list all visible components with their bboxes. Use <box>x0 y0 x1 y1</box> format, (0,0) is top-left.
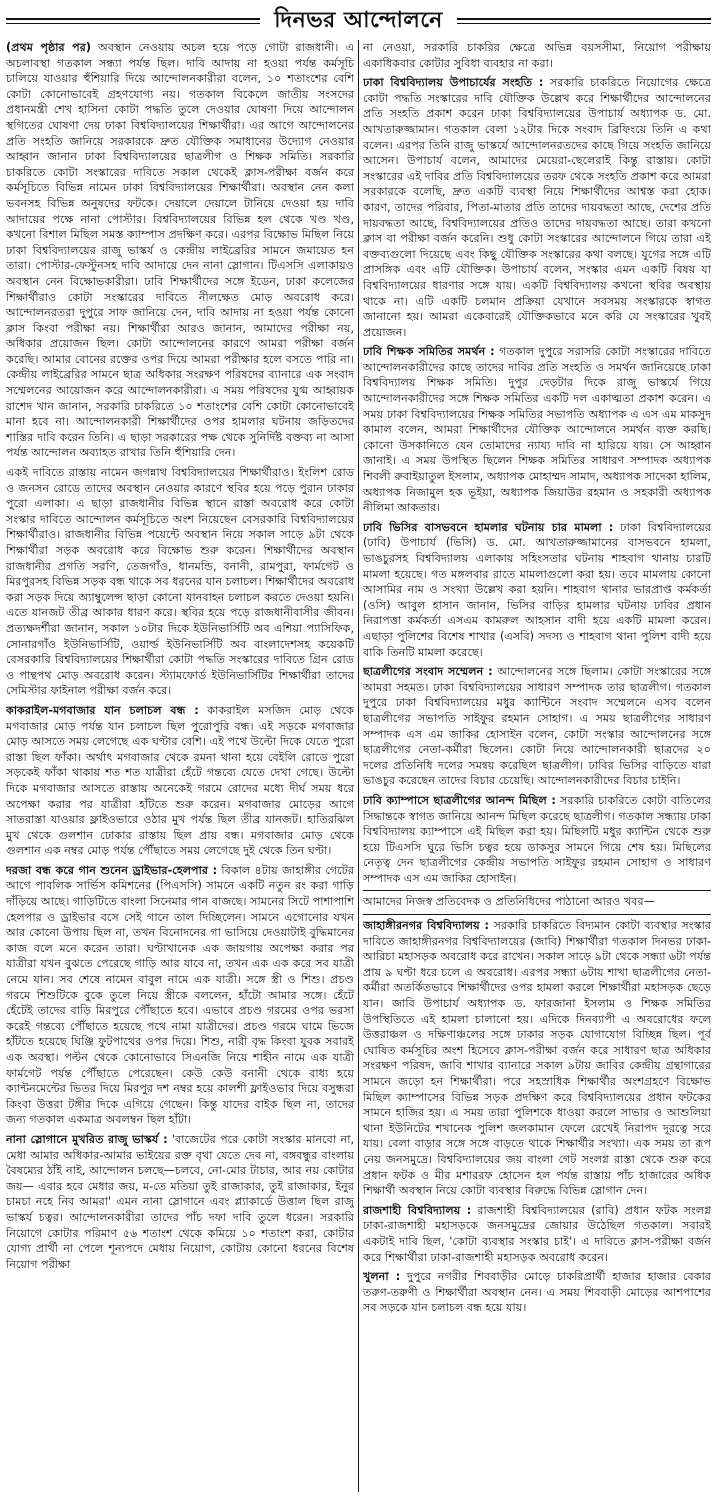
paragraph-subheading: দরজা বন্ধ করে গান শুনেন ড্রাইভার-হেলপার : <box>6 863 218 877</box>
paragraph-text: আমাদের নিজস্ব প্রতিবেদক ও প্রতিনিধিদের পাঠানো আরও খবর— <box>363 895 655 909</box>
section-header <box>6 6 711 36</box>
paragraph-text: না নেওয়া, সরকারি চাকরির ক্ষেত্রে অভিন্ন বয়সসীমা, নিয়োগ পরীক্ষায় একাধিকবার কোটার সুবিধা ব্যবহার না করা। <box>363 41 711 70</box>
article-paragraph <box>6 863 354 1128</box>
section-rule <box>363 914 711 915</box>
article-paragraph <box>363 1203 711 1265</box>
paragraph-text: অবস্থান নেওয়ায় অচল হয়ে পড়ে গোটা রাজধানী। এ অচলাবস্থা গতকাল সন্ধ্যা পর্যন্ত ছিল। দাবি আদায় না হওয়া পর্যন্ত কর্মসূচি চালিয়ে যাওয়ার হুঁশিয়ারি দিয়ে আন্দোলনকারীরা বলেন, ১০ শতাংশের বেশি কোটা কোনোভাবেই গ্রহণযোগ্য নয়। গতকাল বিকেলে জাতীয় সংসদের প্রধানমন্ত্রী শেখ হাসিনা কোটা পদ্ধতি তুলে দেওয়ার ঘোষণা দিয়ে আন্দোলন স্থগিতের ঘোষণা দেয় ঢাকা বিশ্ববিদ্যালয়ের শিক্ষার্থীরা। এর আগে আন্দোলনের প্রতি সংহতি জানিয়ে সরকারকে দ্রুত যৌক্তিক সমাধানের উদ্যোগ নেওয়ার আহ্বান জানান ঢাকা বিশ্ববিদ্যালয়ের ছাত্রলীগ ও শিক্ষক সমিতি। সরকারি চাকরিতে কোটা সংস্কারের দাবিতে সকাল থেকেই ক্লাস-পরীক্ষা বর্জন করে কর্মসূচিতে বিভিন্ন নামেন ঢাকা বিশ্ববিদ্যালয়ের শিক্ষার্থীরা। অবস্থান নেন কলা ভবনসহ বিভিন্ন অনুষদের ফটকে। দেয়ালে দেয়ালে টানিয়ে দেওয়া হয় দাবি আদায়ের পক্ষে নানা পোস্টার। বিশ্ববিদ্যালয়ের বিভিন্ন হল থেকে খণ্ড খণ্ড, কখনো বিশাল মিছিল সমস্ত ক্যাম্পাস প্রদক্ষিণ করে। এরপর বিক্ষোভ মিছিল নিয়ে ঢাকা বিশ্ববিদ্যালয়ের রাজু ভাস্কর্য ও কেন্দ্রীয় লাইব্রেরির সামনে জমায়েত হন তারা। পোস্টার-ফেস্টুনসহ দাবি আদায়ে দেন নানা স্লোগান। টিএসসি এলাকায়ও অবস্থান নেন বিক্ষোভকারীরা। ঢাবি শিক্ষার্থীদের সঙ্গে ইডেন, ঢাকা কলেজের শিক্ষার্থীরাও কোটা সংস্কারের দাবিতে নীলক্ষেত মোড় অবরোধ করে। আন্দোলনরতরা দুপুরে সাফ জানিয়ে দেন, দাবি আদায় না হওয়া পর্যন্ত কোনো ক্লাস কিংবা পরীক্ষা নয়। শিক্ষার্থীরা আরও জানান, আমাদের পরীক্ষা নয়, অধিকার প্রয়োজন ছিল। কোটা আন্দোলনের কারণে আমরা পরীক্ষা বর্জন করেছি। আমার বোনের রক্তের ওপর দিয়ে আমরা পরীক্ষার হলে বসতে পারি না। কেন্দ্রীয় লাইব্রেরির সামনে ছাত্র অধিকার সংরক্ষণ পরিষদের ব্যানারে এক সংবাদ সম্মেলনের আয়োজন করে আন্দোলনকারীরা। এ সময় পরিষদের যুগ্ম আহ্বায়ক রাশেদ খান জানান, সরকারি চাকরিতে ১০ শতাংশের বেশি কোটা কোনোভাবেই মানা হবে না। আন্দোলনকারী শিক্ষার্থীদের ওপর হামলার ঘটনায় জড়িতদের শাস্তির দাবি করেন তিনি। এ ছাড়া সরকারের পক্ষ থেকে সুনির্দিষ্ট বক্তব্য না আসা পর্যন্ত আন্দোলন অব্যাহত রাখার তিনি হুঁশিয়ারি দেন। <box>6 41 354 460</box>
paragraph-text: দুপুরে নগরীর শিববাড়ীর মোড়ে চাকরিপ্রার্থী হাজার হাজার বেকার তরুণ-তরুণী ও শিক্ষার্থীরা অবস্থান নেন। এ সময় শিববাড়ী মোড়ের আশপাশের সব সড়কে যান চলাচল বন্ধ হয়ে যায়। <box>363 1270 711 1315</box>
column-divider <box>358 40 359 1492</box>
paragraph-text: একই দাবিতে রাস্তায় নামেন জগন্নাথ বিশ্ববিদ্যালয়ের শিক্ষার্থীরাও। ইংলিশ রোড ও জনসন রোডে তাদের অবস্থান নেওয়ার কারণে স্থবির হয়ে পড়ে পুরান ঢাকার পুরো এলাকা। এ ছাড়া রাজধানীর বিভিন্ন স্থানে রাস্তা অবরোধ করে কোটা সংস্কার দাবিতে আন্দোলন কর্মসূচিতে অংশ নিয়েছেন বেসরকারি বিশ্ববিদ্যালয়ের শিক্ষার্থীরাও। রাজধানীর বিভিন্ন পয়েন্টে অবস্থান নিয়ে সকাল সাড়ে ৯টা থেকে শিক্ষার্থীরা সড়ক অবরোধ করে বিক্ষোভ শুরু করেন। শিক্ষার্থীদের অবস্থান রাজধানীর প্রগতি সরণি, তেজগাঁও, ধানমন্ডি, বনানী, রামপুরা, ফার্মগেট ও মিরপুরসহ বিভিন্ন সড়ক বন্ধ থাকে সব ধরনের যান চলাচল। শিক্ষার্থীদের অবরোধ করা সড়ক দিয়ে অ্যাম্বুলেন্স ছাড়া কোনো যানবাহন চলাচল করতে দেওয়া হয়নি। এতে যানজট তীব্র আকার ধারণ করে। স্থবির হয়ে পড়ে রাজধানীবাসীর জীবন। প্রত্যক্ষদর্শীরা জানান, সকাল ১০টার দিকে ইউনিভার্সিটি অব এশিয়া প্যাসিফিক, সোনারগাঁও ইউনিভার্সিটি, ওয়ার্ল্ড ইউনিভার্সিটি অব বাংলাদেশসহ কয়েকটি বেসরকারি বিশ্ববিদ্যালয়ের শিক্ষার্থীরা কোটা পদ্ধতি সংস্কারের দাবিতে গ্রিন রোড ও পান্থপথ মোড় অবরোধ করেন। স্ট্যামফোর্ড ইউনিভার্সিটির শিক্ষার্থীরা তাদের সেমিস্টার ফাইনাল পরীক্ষা বর্জন করে। <box>6 466 354 698</box>
paragraph-text: বিকাল ৪টায় জাহাঙ্গীর গেটের আগে পাবলিক সার্ভিস কমিশনের (পিএসসি) সামনে একটি নতুন রং করা গাড়ি দাঁড়িয়ে আছে। গাড়িটিতে বাংলা সিনেমার গান বাজছে। সামনের সিটে পাশাপাশি হেলপার ও ড্রাইভার বসে সেই গানে তাল দিচ্ছিলেন। সামনে এগোনোর যখন আর কোনো উপায় ছিল না, তখন বিনোদনের গা ভাসিয়ে দেওয়াটাই বুদ্ধিমানের কাজ বলে মনে করেন তারা। ঘণ্টাখানেক এক জায়গায় অপেক্ষা করার পর যাত্রীরা যখন বুঝতে পেরেছে গাড়ি আর যাবে না, তখন এক এক করে সব যাত্রী নেমে যান। সব শেষে নামেন বাবুল নামে এক যাত্রী। সঙ্গে স্ত্রী ও শিশু। প্রচণ্ড গরমে শিশুটিকে বুকে তুলে নিয়ে স্ত্রীকে বললেন, হাঁটো আমার সঙ্গে। হেঁটে হেঁটেই তাদের বাড়ি মিরপুরে পৌঁছাতে হবে। এভাবে প্রচণ্ড গরমের ওপর ভরসা করেই গন্তব্যে পৌঁছাতে হয়েছে পথে নামা যাত্রীদের। প্রচণ্ড গরমে ঘামে ভিজে হাঁটতে হয়েছে ঘিঞ্জি ফুটপাথের ওপর দিয়ে। শিশু, নারী বৃদ্ধ কিংবা যুবক সবারই এক অবস্থা। পল্টন থেকে কোনোভাবে সিএনজি নিয়ে শাহীন নামে এক যাত্রী ফার্মগেট পর্যন্ত পৌঁছাতে পেরেছেন। কেউ কেউ বনানী থেকে বাধ্য হয়ে ক্যান্টনমেন্টের ভিতর দিয়ে মিরপুর দশ নম্বর হয়ে কালশী ফ্লাইওভার দিয়ে বসুন্ধরা কিংবা উত্তরা টঙ্গীর দিকে এগিয়ে গেছেন। কিন্তু যাদের বাইক ছিল না, তাদের জন্য গতকাল একমাত্র অবলম্বন ছিল হাঁটা। <box>6 863 354 1127</box>
article-paragraph <box>6 703 354 859</box>
article-paragraph <box>6 40 354 461</box>
paragraph-text: ঢাকা বিশ্ববিদ্যালয়ের (ঢাবি) উপাচার্য (ভিসি) ড. মো. আখতারুজ্জামানের বাসভবনে হামলা, ভাঙচুরসহ বিশ্ববিদ্যালয় এলাকায় সহিংসতার ঘটনায় শাহবাগ থানায় চারটি মামলা হয়েছে। গত মঙ্গলবার রাতে মামলাগুলো করা হয়। তবে মামলায় কোনো আসামির নাম ও সংখ্যা উল্লেখ করা হয়নি। শাহবাগ থানার ভারপ্রাপ্ত কর্মকর্তা (ওসি) আবুল হাসান জানান, ভিসির বাড়ির হামলার ঘটনায় ঢাবির প্রধান নিরাপত্তা কর্মকর্তা এসএম কামরুল আহসান বাদী হয়ে একটি মামলা করেন। এছাড়া পুলিশের বিশেষ শাখার (এসবি) সদস্য ও শাহবাগ থানা পুলিশ বাদী হয়ে বাকি তিনটি মামলা করেছে। <box>363 520 711 659</box>
paragraph-subheading: ঢাকা বিশ্ববিদ্যালয় উপাচার্যের সংহতি : <box>363 76 544 90</box>
paragraph-subheading: (প্রথম পৃষ্ঠার পর) <box>6 41 91 54</box>
paragraph-text: সরকারি চাকরিতে কোটা বাতিলের সিদ্ধান্তকে স্বাগত জানিয়ে আনন্দ মিছিল করেছে ছাত্রলীগ। গতকাল সন্ধ্যায় ঢাকা বিশ্ববিদ্যালয় ক্যাম্পাসে এই মিছিল করা হয়। মিছিলটি মধুর ক্যান্টিন থেকে শুরু হয়ে টিএসসি ঘুরে ভিসি চত্বর হয়ে ডাকসুর সামনে গিয়ে শেষ হয়। মিছিলের নেতৃত্ব দেন ছাত্রলীগের কেন্দ্রীয় সভাপতি সাইফুর রহমান সোহাগ ও সাধারণ সম্পাদক এস এম জাকির হোসাইন। <box>363 793 711 885</box>
paragraph-text: সরকারি চাকরিতে নিয়োগের ক্ষেত্রে কোটা পদ্ধতি সংস্কারের দাবি যৌক্তিক উল্লেখ করে শিক্ষার্থীদের আন্দোলনের প্রতি সংহতি প্রকাশ করেন ঢাকা বিশ্ববিদ্যালয়ের উপাচার্য অধ্যাপক ড. মো. আখতারুজ্জামান। গতকাল বেলা ১২টার দিকে সংবাদ ব্রিফিংয়ে তিনি এ কথা বলেন। এরপর তিনি রাজু ভাস্কর্যে আন্দোলনরতদের কাছে গিয়ে সংহতি জানিয়ে আসেন। উপাচার্য বলেন, আমাদের মেয়েরা-ছেলেরাই কিন্তু রাস্তায়। কোটা সংস্কারের এই দাবির প্রতি বিশ্ববিদ্যালয়ের তরফ থেকে সংহতি প্রকাশ করে আমরা সরকারকে বলেছি, দ্রুত একটি ব্যবস্থা নিয়ে শিক্ষার্থীদের আশ্বস্ত করা হোক। কারণ, তাদের পরিবার, পিতা-মাতার প্রতি তাদের দায়বদ্ধতা আছে, দেশের প্রতি দায়বদ্ধতা আছে, বিশ্ববিদ্যালয়ের প্রতিও তাদের দায়বদ্ধতা আছে। তারা কখনো ক্লাস বা পরীক্ষা বর্জন করেনি। শুধু কোটা সংস্কারের আন্দোলনে গিয়ে তারা এই বক্তব্যগুলো দিয়েছে এবং কিছু যৌক্তিক সংস্কারের কথা বলছে। যুগের সঙ্গে এটি প্রাসঙ্গিক এবং এটি যৌক্তিক। উপাচার্য বলেন, সংস্কার এমন একটি বিষয় যা বিশ্ববিদ্যালয়ের ধারণার সঙ্গে যায়। একটি বিশ্ববিদ্যালয় কখনো স্থবির অবস্থায় থাকে না। এটি একটি চলমান প্রক্রিয়া যেখানে সবসময় সংস্কারকে স্বাগত জানানো হয়। আমরা একেবারেই যৌক্তিকভাবে মনে করি যে সংস্কারের খুবই প্রয়োজন। <box>363 76 711 339</box>
article-paragraph <box>363 918 711 1199</box>
section-rule <box>363 890 711 891</box>
header-rule-right <box>457 18 711 24</box>
paragraph-subheading: ঢাবি ক্যাম্পাসে ছাত্রলীগের আনন্দ মিছিল : <box>363 793 556 807</box>
paragraph-subheading: নানা স্লোগানে মুখরিত রাজু ভাস্কর্য : <box>6 1132 168 1146</box>
paragraph-subheading: খুলনা : <box>363 1270 401 1284</box>
paragraph-subheading: কাকরাইল-মগবাজার যান চলাচল বন্ধ : <box>6 703 199 717</box>
article-paragraph <box>363 40 711 71</box>
article-paragraph <box>363 75 711 340</box>
article-paragraph <box>6 465 354 699</box>
header-rule-left <box>6 18 260 24</box>
article-paragraph <box>363 793 711 887</box>
right-column <box>363 40 711 1492</box>
article-paragraph <box>363 344 711 516</box>
article-columns <box>6 40 711 1492</box>
article-paragraph <box>363 1269 711 1316</box>
paragraph-text: কাকরাইল মসজিদ মোড় থেকে মগবাজার মোড় পর্যন্ত যান চলাচল ছিল পুরোপুরি বন্ধ। এই সড়কে মগবাজার মোড় আসতে সময় লেগেছে এক ঘণ্টার বেশি। এই পথে উল্টো দিকে যেতে পুরো রাস্তা ছিল ফাঁকা। অর্থাৎ মগবাজার থেকে রমনা থানা হয়ে বেইলি রোডে পুরো সড়কেই ফাঁকা থাকায় শত শত যাত্রীরা হেঁটে গন্তব্যে যেতে দেখা গেছে। উল্টো দিকে মগবাজার আসতে রাস্তায় অনেকেই গরমে রোদের মধ্যে দীর্ঘ সময় ধরে অপেক্ষা করার পর যাত্রীরা হাঁটতে শুরু করেন। মগবাজার মোড়ের আগে সাতরাস্তা যাওয়ার ফ্লাইওভারে ওঠার মুখ পর্যন্ত ছিল তীব্র যানজট। হাতিরঝিল মুখ থেকে গুলশান ঢোকার রাস্তায় ছিল প্রায় বন্ধ। মগবাজার মোড় থেকে গুলশান এক নম্বর মোড় পর্যন্ত পৌঁছাতে সময় লেগেছে দুই থেকে তিন ঘণ্টা। <box>6 703 354 858</box>
paragraph-text: 'বাজেটের পরে কোটা সংস্কার মানবো না, মেধা আমার অধিকার-আমার ভাইয়ের রক্ত বৃথা যেতে দেব না, বঙ্গবন্ধুর বাংলায় বৈষম্যের ঠাঁই নাই, আন্দোলন চলছে—চলবে, নো-মোর টাচার, আর নয় কোটার জয়— এবার হবে মেধার জয়, ম-তে মতিয়া তুই রাজাকার, তুই রাজাকার, ইনুর চামচা নহে নিব আমরা' এমন নানা স্লোগানে এবং প্ল্যাকার্ডে উত্তাল ছিল রাজু ভাস্কর্য চত্বর। আন্দোলনকারীরা তাদের পাঁচ দফা দাবি তুলে ধরেন। সরকারি নিয়োগে কোটার পরিমাণ ৫৬ শতাংশ থেকে কমিয়ে ১০ শতাংশ করা, কোটার যোগ্য প্রার্থী না পেলে শূন্যপদে মেধায় নিয়োগ, কোটায় কোনো ধরনের বিশেষ নিয়োগ পরীক্ষা <box>6 1132 354 1271</box>
paragraph-text: গতকাল দুপুরে সরাসরি কোটা সংস্কারের দাবিতে আন্দোলনকারীদের কাছে তাদের দাবির প্রতি সংহতি ও সমর্থন জানিয়েছে ঢাকা বিশ্ববিদ্যালয় শিক্ষক সমিতি। দুপুর দেড়টার দিকে রাজু ভাস্কর্যে গিয়ে আন্দোলনকারীদের সঙ্গে শিক্ষক সমিতির একটি দল একাত্মতা প্রকাশ করেন। এ সময় ঢাকা বিশ্ববিদ্যালয়ের শিক্ষক সমিতির সভাপতি অধ্যাপক এ এস এম মাকসুদ কামাল বলেন, আমরা শিক্ষার্থীদের যৌক্তিক আন্দোলনে সমর্থন ব্যক্ত করছি। কোনো উসকানিতে যেন তোমাদের ন্যায্য দাবি না হারিয়ে যায়। সে আহ্বান জানাই। এ সময় উপস্থিত ছিলেন শিক্ষক সমিতির সাধারণ সম্পাদক অধ্যাপক শিবলী রুবাইয়াতুল ইসলাম, অধ্যাপক মোহাম্মদ সামাদ, অধ্যাপক সাদেকা হালিম, অধ্যাপক নিজামুল হক ভূইয়া, অধ্যাপক জিয়াউর রহমান ও সহকারী অধ্যাপক নীলিমা আকতার। <box>363 345 711 515</box>
article-paragraph <box>6 1132 354 1272</box>
paragraph-text: সরকারি চাকরিতে বিদ্যমান কোটা ব্যবস্থার সংস্কার দাবিতে জাহাঙ্গীরনগর বিশ্ববিদ্যালয়ের (জাবি) শিক্ষার্থীরা গতকাল দিনভর ঢাকা-আরিচা মহাসড়ক অবরোধ করে রাখেন। সকাল সাড়ে ৯টা থেকে সন্ধ্যা ৬টা পর্যন্ত প্রায় ৯ ঘণ্টা ধরে চলে এ অবরোধ। এরপর সন্ধ্যা ৬টায় শাখা ছাত্রলীগের নেতা-কর্মীরা অতর্কিতভাবে শিক্ষার্থীদের ওপর হামলা করলে শিক্ষার্থীরা মহাসড়ক ছেড়ে যান। জাবি উপাচার্য অধ্যাপক ড. ফারজানা ইসলাম ও শিক্ষক সমিতির উপস্থিতিতে এই হামলা চালানো হয়। এদিকে দিনব্যাপী এ অবরোধের ফলে উত্তরাঞ্চল ও দক্ষিণাঞ্চলের সঙ্গে ঢাকার সড়ক যোগাযোগ বিচ্ছিন্ন ছিল। পূর্ব ঘোষিত কর্মসূচির অংশ হিসেবে ক্লাস-পরীক্ষা বর্জন করে সাধারণ ছাত্র অধিকার সংরক্ষণ পরিষদ, জাবি শাখার ব্যানারে সকাল ৯টায় জাবির কেন্দ্রীয় গ্রন্থাগারের সামনে জড়ো হন শিক্ষার্থীরা। পরে সহস্রাধিক শিক্ষার্থীর অংশগ্রহণে বিক্ষোভ মিছিল ক্যাম্পাসের বিভিন্ন সড়ক প্রদক্ষিণ করে বিশ্ববিদ্যালয়ের প্রধান ফটকের সামনে হাজির হয়। এ সময় তারা পুলিশকে ধাওয়া করলে সাভার ও আশুলিয়া থানা ইউনিটের শখানেক পুলিশ জলকামান ফেলে রেখেই নিরাপদ দূরত্বে সরে যায়। বেলা বাড়ার সঙ্গে সঙ্গে বাড়তে থাকে শিক্ষার্থীর সংখ্যা। এক সময় তা রূপ নেয় জনসমুদ্রে। বিশ্ববিদ্যালয়ের জয় বাংলা গেট সংলগ্ন রাস্তা থেকে শুরু করে প্রধান ফটক ও মীর মশাররফ হোসেন হল পর্যন্ত রাস্তায় পাঁচ হাজারের অধিক শিক্ষার্থী অবস্থান নিয়ে কোটা ব্যবস্থার বিরুদ্ধে বিভিন্ন স্লোগান দেন। <box>363 919 711 1198</box>
paragraph-subheading: ঢাবি ভিসির বাসভবনে হামলার ঘটনায় চার মামলা : <box>363 520 614 534</box>
paragraph-subheading: ঢাবি শিক্ষক সমিতির সমর্থন : <box>363 345 495 359</box>
article-paragraph <box>363 894 711 910</box>
paragraph-text: রাজশাহী বিশ্ববিদ্যালয়ের (রাবি) প্রধান ফটক সংলগ্ন ঢাকা-রাজশাহী মহাসড়কে জনসমুদ্রের জোয়ার উঠেছিল গতকাল। সবারই একটাই দাবি ছিল, 'কোটা ব্যবস্থার সংস্কার চাই'। এ দাবিতে ক্লাস-পরীক্ষা বর্জন করে শিক্ষার্থীরা ঢাকা-রাজশাহী মহাসড়ক অবরোধ করেন। <box>363 1203 711 1264</box>
section-title: দিনভর আন্দোলনে <box>274 7 443 33</box>
article-paragraph <box>363 664 711 789</box>
paragraph-subheading: ছাত্রলীগের সংবাদ সম্মেলন : <box>363 665 493 679</box>
paragraph-subheading: রাজশাহী বিশ্ববিদ্যালয় : <box>363 1203 472 1217</box>
paragraph-subheading: জাহাঙ্গীরনগর বিশ্ববিদ্যালয় : <box>363 919 489 933</box>
paragraph-text: আন্দোলনের সঙ্গে ছিলাম। কোটা সংস্কারের সঙ্গে আমরা সহমত। ঢাকা বিশ্ববিদ্যালয়ের সাধারণ সম্পাদক তার ছাত্রলীগ। গতকাল দুপুরে ঢাকা বিশ্ববিদ্যালয়ের মধুর ক্যান্টিনে সংবাদ সম্মেলনে এসব বলেন ছাত্রলীগের সভাপতি সাইফুর রহমান সোহাগ। এ সময় ছাত্রলীগের সাধারণ সম্পাদক এস এম জাকির হোসাইন বলেন, কোটা সংস্কার আন্দোলনের সঙ্গে ছাত্রলীগের নেতা-কর্মীরা ছিলেন। কোটা নিয়ে আন্দোলনকারী ছাত্রদের ২০ দলের প্রতিনিধি দলের সমন্বয় করেছিল ছাত্রলীগ। ঢাবির ভিসির বাড়িতে যারা ভাঙচুর করেছেন তাদের বিচার চেয়েছি। আন্দোলনকারীদের বিচার চাইনি। <box>363 665 711 788</box>
article-paragraph <box>363 520 711 660</box>
left-column <box>6 40 354 1492</box>
